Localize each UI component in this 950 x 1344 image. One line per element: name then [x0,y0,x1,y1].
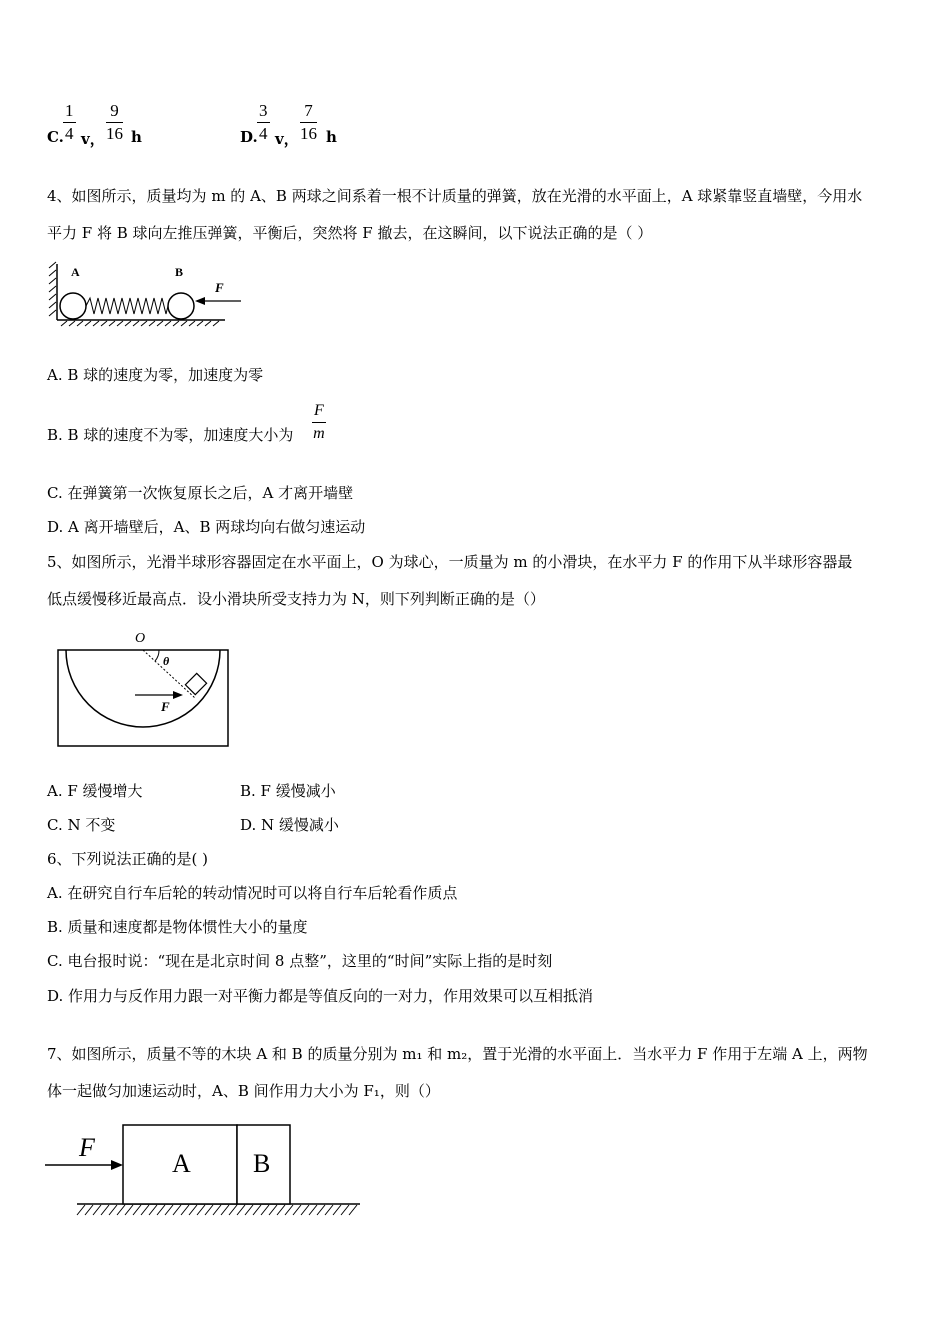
q6-option-b: B. 质量和速度都是物体惯性大小的量度 [47,918,308,936]
q7-stem-line-2: 体一起做匀加速运动时，A、B 间作用力大小为 F₁，则（） [47,1082,440,1100]
label-a: A [172,1149,191,1178]
q4-option-a: A. B 球的速度为零，加速度为零 [47,366,264,384]
q5-option-c: C. N 不变 [47,816,116,834]
q7-blocks-figure [45,1122,365,1222]
numerator: F [312,400,326,423]
label-f: F [161,699,170,714]
option-label: D. [240,128,258,146]
q5-option-a: A. F 缓慢增大 [47,782,143,800]
numerator: 7 [300,100,317,123]
label-b: B [175,265,184,279]
q6-option-a: A. 在研究自行车后轮的转动情况时可以将自行车后轮看作质点 [47,884,458,902]
q4-stem-line-2: 平力 F 将 B 球向左推压弹簧，平衡后，突然将 F 撤去，在这瞬间，以下说法正确的是（ ） [47,224,653,242]
label-f: F [79,1133,95,1162]
q5-stem-line-2: 低点缓慢移近最高点．设小滑块所受支持力为 N，则下列判断正确的是（） [47,590,545,608]
denominator: 4 [65,124,74,143]
label-a: A [71,265,80,279]
q5-option-b: B. F 缓慢减小 [240,782,336,800]
numerator: 9 [106,100,123,123]
fraction [106,100,123,145]
q6-stem: 6、下列说法正确的是( ) [47,850,209,868]
unit-text: v， [275,130,299,148]
q7-stem-line-1: 7、如图所示，质量不等的木块 A 和 B 的质量分别为 m₁ 和 m₂，置于光滑的水平面上．当水平力 F 作用于左端 A 上，两物 [47,1045,868,1063]
label-o: O [135,631,146,646]
q6-option-c: C. 电台报时说：“现在是北京时间 8 点整”，这里的“时间”实际上指的是时刻 [47,952,553,970]
label-theta: θ [163,654,170,668]
unit-text: h [326,128,337,146]
option-label: C. [47,128,64,146]
q4-option-b: B. B 球的速度不为零，加速度大小为 [47,426,294,444]
fraction [63,100,76,145]
spring [86,298,168,314]
denominator: m [313,425,325,442]
q4-option-c: C. 在弹簧第一次恢复原长之后，A 才离开墙壁 [47,484,354,502]
denominator: 4 [259,124,268,143]
q5-option-d: D. N 缓慢减小 [240,816,339,834]
q6-option-d: D. 作用力与反作用力跟一对平衡力都是等值反向的一对力，作用效果可以互相抵消 [47,987,594,1005]
q4-option-b-fraction [312,400,326,445]
fraction [257,100,270,145]
numerator: 1 [63,100,76,123]
fraction [300,100,317,145]
denominator: 16 [300,124,317,143]
label-b: B [253,1149,271,1178]
ball-b [168,293,194,319]
ball-a [60,293,86,319]
q4-stem-line-1: 4、如图所示，质量均为 m 的 A、B 两球之间系着一根不计质量的弹簧，放在光滑的水平面上，A 球紧靠竖直墙壁，今用水 [47,187,863,205]
numerator: 3 [257,100,270,123]
unit-text: v， [81,130,105,148]
q4-spring-figure [45,258,245,328]
denominator: 16 [106,124,123,143]
label-f: F [215,280,224,295]
q4-option-d: D. A 离开墙壁后，A、B 两球均向右做匀速运动 [47,518,366,536]
q5-hemisphere-figure [55,625,235,750]
unit-text: h [131,128,142,146]
q5-stem-line-1: 5、如图所示，光滑半球形容器固定在水平面上，O 为球心，一质量为 m 的小滑块，在水平力 F 的作用下从半球形容器最 [47,553,853,571]
